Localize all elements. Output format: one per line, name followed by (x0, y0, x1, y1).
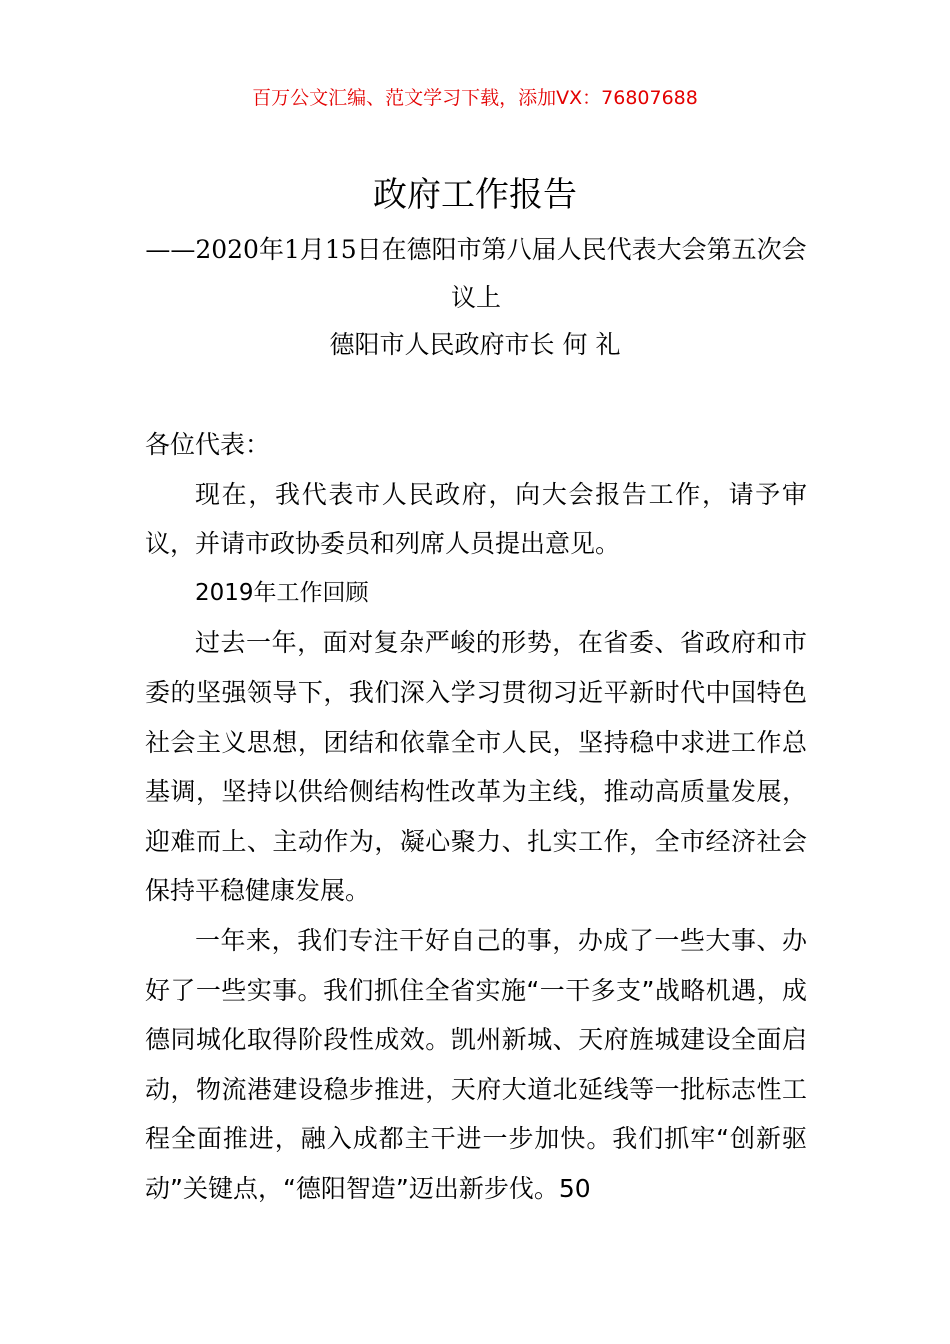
salutation: 各位代表： (145, 430, 271, 459)
paragraph: 过去一年，面对复杂严峻的形势，在省委、省政府和市委的坚强领导下，我们深入学习贯彻习近平新时代中国特色社会主义思想，团结和依靠全市人民，坚持稳中求进工作总基调，坚持以供给侧结构性改革为主线，推动高质量发展，迎难而上、主动作为，凝心聚力、扎实工作，全市经济社会保持平稳健康发展。 (145, 628, 807, 906)
author-line: 德阳市人民政府市长 何 礼 (329, 330, 621, 359)
paragraph: 一年来，我们专注干好自己的事，办成了一些大事、办好了一些实事。我们抓住全省实施“一干多支”战略机遇，成德同城化取得阶段性成效。凯州新城、天府旌城建设全面启动，物流港建设稳步推进，天府大道北延线等一批标志性工程全面推进，融入成都主干进一步加快。我们抓牢“创新驱动”关键点，“德阳智造”迈出新步伐。50 (145, 925, 807, 1203)
section-heading: 2019年工作回顾 (195, 579, 369, 606)
page-title: 政府工作报告 (373, 175, 577, 215)
page-subtitle: ——2020年1月15日在德阳市第八届人民代表大会第五次会议上 (145, 235, 807, 312)
promo-banner: 百万公文汇编、范文学习下载，添加VX：76807688 (252, 87, 698, 109)
paragraph: 现在，我代表市人民政府，向大会报告工作，请予审议，并请市政协委员和列席人员提出意见。 (145, 479, 807, 559)
report-body (145, 420, 807, 1214)
